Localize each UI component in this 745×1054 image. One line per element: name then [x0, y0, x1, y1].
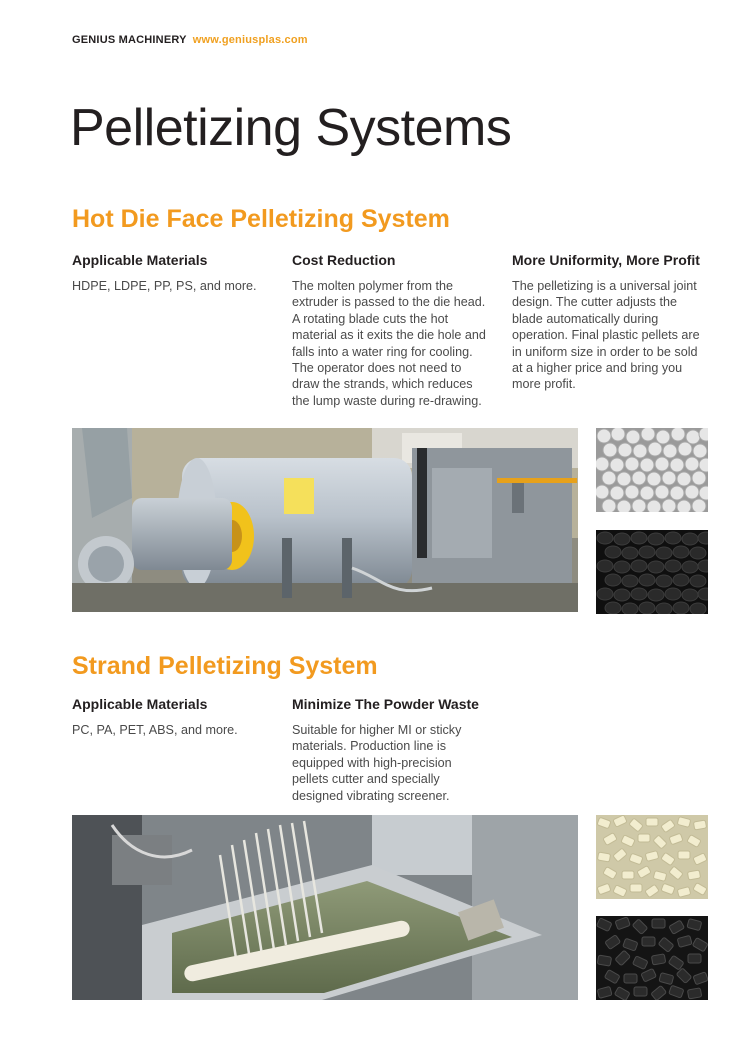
section-title-strand: Strand Pelletizing System [72, 652, 378, 680]
strand-col2-heading: Minimize The Powder Waste [292, 696, 479, 712]
strand-col1-text: PC, PA, PET, ABS, and more. [72, 723, 238, 737]
black-pellets-photo [596, 530, 708, 614]
strand-bath-machine-photo [72, 815, 578, 1000]
white-pellets-photo [596, 428, 708, 512]
header-brand [72, 34, 308, 46]
section-title-hot-die: Hot Die Face Pelletizing System [72, 205, 450, 233]
page-title: Pelletizing Systems [70, 99, 512, 157]
hot-die-col3-text: The pelletizing is a universal joint design. The cutter adjusts the blade automatically during operation. Final plastic pellets are in uniform size in order to be sold at a higher price and bring you more profit. [512, 279, 700, 392]
website-link[interactable]: www.geniusplas.com [192, 34, 308, 46]
hot-die-col2-heading: Cost Reduction [292, 252, 396, 268]
hot-die-col1-heading: Applicable Materials [72, 252, 208, 268]
strand-col1-heading: Applicable Materials [72, 696, 208, 712]
brand-name: GENIUS MACHINERY [72, 34, 187, 46]
hot-die-col1-text: HDPE, LDPE, PP, PS, and more. [72, 279, 257, 293]
hot-die-col3-heading: More Uniformity, More Profit [512, 252, 700, 268]
black-cylinder-pellets-photo [596, 916, 708, 1000]
cream-pellets-photo [596, 815, 708, 899]
strand-col2-text: Suitable for higher MI or sticky materials. Production line is equipped with high-precision pellets cutter and specially designed vibrating screener. [292, 723, 462, 803]
hot-die-col2-text: The molten polymer from the extruder is passed to the die head. A rotating blade cuts the hot material as it exits the die hole and falls into a water ring for cooling. The operator does not need to draw the strands, which reduces the lump waste during re-drawing. [292, 279, 486, 408]
hot-die-machine-photo [72, 428, 578, 612]
